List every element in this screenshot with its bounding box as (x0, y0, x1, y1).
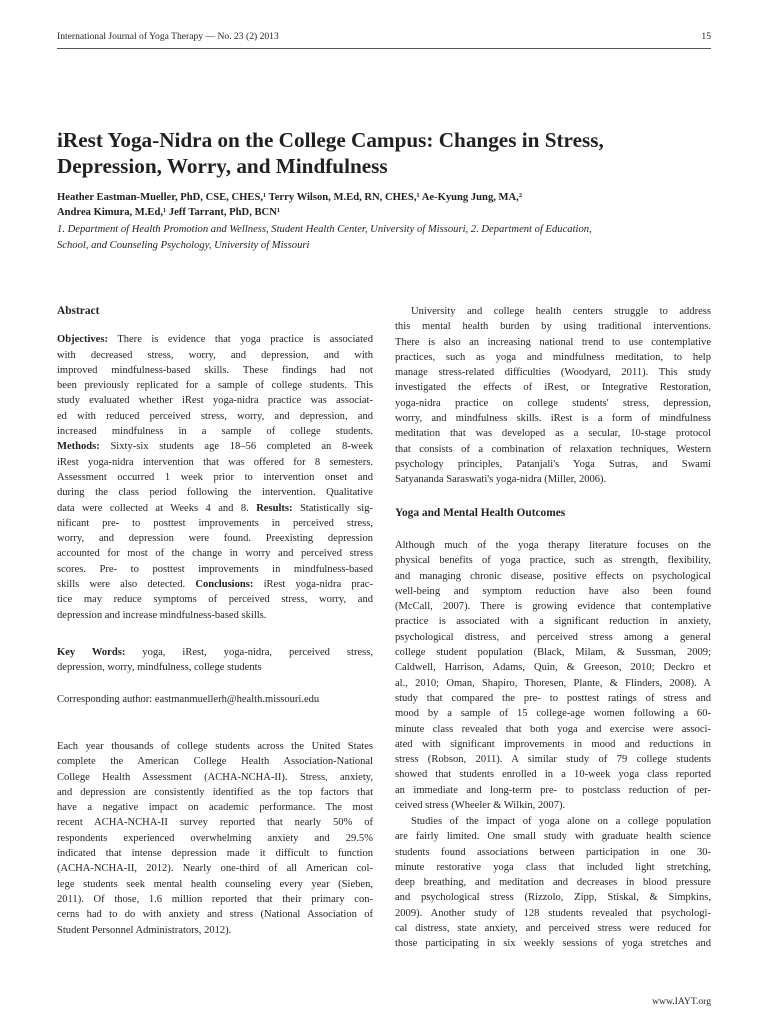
abstract-line: scores. Pre- to posttest improvements in mindfulness-based (57, 563, 373, 575)
text-line: psychological distress, and perceived stress among a general (395, 631, 711, 643)
abstract-section (57, 304, 373, 623)
page-number: 15 (701, 31, 711, 42)
text-line: stress (Robson, 2011). A similar study of 79 college students (395, 754, 711, 766)
text-line: recent ACHA-NCHA-II survey reported that nearly 50% of (57, 817, 373, 829)
text-line: yoga-nidra practice on college students' stress, depression, (395, 397, 711, 409)
text-line: mood by a sample of 15 college-age women following a 60- (395, 708, 711, 720)
abstract-line: improved mindfulness-based skills. These findings had not (57, 364, 373, 376)
text-line: that consists of a combination of relaxation techniques, Western (395, 443, 711, 455)
text-line: College Health Assessment (ACHA-NCHA-II). Stress, anxiety, (57, 771, 373, 783)
text-line: al., 2010; Oman, Shapiro, Thoresen, Plante, & Flinders, 2008). A (395, 677, 711, 689)
author-line: Andrea Kimura, M.Ed,¹ Jeff Tarrant, PhD, BCN¹ (57, 207, 281, 218)
abstract-line: Methods: Sixty-six students age 18–56 completed an 8-week (57, 441, 373, 453)
abstract-line: data were collected at Weeks 4 and 8. Results: Statistically sig- (57, 502, 373, 514)
text-line: study that compared the pre- to posttest ratings of stress and (395, 692, 711, 704)
text-line: those participating in six weekly sessions of yoga stretches and (395, 938, 711, 950)
header-rule (57, 48, 711, 49)
text-line: Satyananda Saraswati's yoga-nidra (Miller, 2006). (395, 474, 607, 486)
article-title (57, 127, 717, 179)
abstract-line: Assessment occurred 1 week prior to intervention onset and (57, 471, 373, 483)
text-line: college student population (Black, Milam, & Sussman, 2009; (395, 647, 711, 659)
text-line: 2009). Another study of 128 students revealed that psychologi- (395, 907, 711, 919)
abstract-line: been previously replicated for a sample of college students. This (57, 380, 373, 392)
abstract-line: accounted for most of the change in worry and perceived stress (57, 548, 373, 560)
text-line: investigated the effects of iRest, or Integrative Restoration, (395, 382, 711, 394)
body-paragraph (395, 538, 711, 813)
intro-paragraph-continued (395, 304, 711, 488)
text-line: students found associations between participation in one 30- (395, 846, 711, 858)
text-line: Caldwell, Harrison, Adams, Quin, & Greeson, 2010; Deckro et (395, 662, 711, 674)
abstract-line: worry, and depression were found. Preexisting depression (57, 533, 373, 545)
text-line: ated with significant improvements in mood and reductions in (395, 738, 711, 750)
text-line: respondents experienced overwhelming anxiety and 29.5% (57, 832, 373, 844)
abstract-line: Objectives: There is evidence that yoga practice is associated (57, 334, 373, 346)
text-line: meditation that was developed as a secular, 10-stage protocol (395, 428, 711, 440)
text-line: minute class revealed that both yoga and exercise were associ- (395, 723, 711, 735)
text-line: 2011). Of those, 1.6 million reported that their primary con- (57, 893, 373, 905)
text-line: and depression are consistently identified as the top factors that (57, 786, 373, 798)
intro-paragraph (57, 739, 373, 938)
text-line: an immediate and long-term pre- to postclass reduction of per- (395, 784, 711, 796)
corresponding-text: Corresponding author: eastmanmuellerh@health.missouri.edu (57, 694, 320, 705)
text-line: psychology principles, Patanjali's Yoga Sutras, and Swami (395, 458, 711, 470)
text-line: ceived stress (Wheeler & Wilkin, 2007). (395, 800, 566, 812)
affiliation-line: 1. Department of Health Promotion and Wellness, Student Health Center, University of Missouri, 2. Department of Education, (57, 224, 592, 235)
text-line: practices, such as yoga and mindfulness meditation, to help (395, 351, 711, 363)
abstract-line: tice may reduce symptoms of perceived stress, worry, and (57, 594, 373, 606)
keywords-text: yoga, iRest, yoga-nidra, perceived stress, (125, 647, 373, 658)
text-line: University and college health centers struggle to address (411, 306, 711, 317)
affiliations (57, 222, 717, 253)
section-heading (395, 506, 711, 521)
abstract-line: nificant pre- to posttest improvements in perceived stress, (57, 517, 373, 529)
text-line: (McCall, 2007). There is growing evidence that contemplative (395, 601, 711, 613)
abstract-line: depression and increase mindfulness-based skills. (57, 609, 267, 621)
text-line: showed that students enrolled in a 10-week yoga class reported (395, 769, 711, 781)
text-line: practice is associated with a significant reduction in anxiety, (395, 616, 711, 628)
text-line: worry, and mindfulness skills. iRest is a form of mindfulness (395, 413, 711, 425)
abstract-line: study evaluated whether iRest yoga-nidra practice was associat- (57, 395, 373, 407)
text-line: deep breathing, and meditation and decreases in blood pressure (395, 877, 711, 889)
keywords-text: depression, worry, mindfulness, college students (57, 662, 262, 674)
keywords-label: Key Words: (57, 647, 126, 658)
running-header (57, 31, 711, 45)
abstract-body (57, 332, 373, 623)
abstract-line: skills were also detected. Conclusions: iRest yoga-nidra prac- (57, 579, 373, 591)
text-line: cal distress, state anxiety, and perceived stress were reduced for (395, 923, 711, 935)
text-line: indicated that intense depression made it difficult to function (57, 848, 373, 860)
abstract-line: iRest yoga-nidra intervention that was offered for 8 semesters. (57, 456, 373, 468)
affiliation-line: School, and Counseling Psychology, University of Missouri (57, 239, 310, 251)
text-line: Studies of the impact of yoga alone on a college population (411, 816, 711, 827)
footer-url: www.IAYT.org (652, 996, 711, 1007)
section-title: Yoga and Mental Health Outcomes (395, 507, 566, 519)
text-line: (ACHA-NCHA-II, 2012). Nearly one-third of all American col- (57, 863, 373, 875)
text-line: have a negative impact on academic performance. The most (57, 802, 373, 814)
keywords (57, 645, 373, 676)
corresponding-author (57, 692, 373, 707)
text-line: and psychological stress (Rizzolo, Zipp, Stiskal, & Simpkins, (395, 892, 711, 904)
text-line: well-being and symptom reduction have also been found (395, 585, 711, 597)
text-line: this mental health burden by using traditional interventions. (395, 321, 711, 333)
text-line: complete the American College Health Association-National (57, 756, 373, 768)
journal-name: International Journal of Yoga Therapy — No. 23 (2) 2013 (57, 31, 279, 42)
abstract-line: with decreased stress, worry, and depression, and with (57, 349, 373, 361)
abstract-line: increased mindfulness in a sample of college students. (57, 426, 373, 438)
text-line: and managing chronic disease, positive effects on psychological (395, 570, 711, 582)
text-line: are fairly limited. One small study with graduate health science (395, 831, 711, 843)
text-line: minute restorative yoga class that included light stretching, (395, 861, 711, 873)
text-line: There is also an increasing national trend to use contemplative (395, 336, 711, 348)
author-line: Heather Eastman-Mueller, PhD, CSE, CHES,¹ Terry Wilson, M.Ed, RN, CHES,¹ Ae-Kyung Jung, MA,² (57, 192, 523, 203)
author-list (57, 190, 717, 220)
abstract-line: ed with reduced perceived stress, worry, and depression, and (57, 410, 373, 422)
abstract-heading: Abstract (57, 305, 100, 317)
text-line: physical benefits of yoga practice, such as strength, flexibility, (395, 555, 711, 567)
title-line: Depression, Worry, and Mindfulness (57, 154, 388, 178)
title-line: iRest Yoga-Nidra on the College Campus: Changes in Stress, (57, 128, 604, 152)
text-line: Student Personnel Administrators, 2012). (57, 924, 232, 936)
text-line: Although much of the yoga therapy literature focuses on the (395, 540, 711, 551)
text-line: manage stress-related difficulties (Woodyard, 2011). This study (395, 367, 711, 379)
body-paragraph (395, 814, 711, 952)
text-line: lege students seek mental health counseling every year (Sieben, (57, 878, 373, 890)
abstract-line: during the class period following the intervention. Qualitative (57, 487, 373, 499)
text-line: cerns had to do with anxiety and stress (National Association of (57, 909, 373, 921)
text-line: Each year thousands of college students across the United States (57, 741, 373, 752)
